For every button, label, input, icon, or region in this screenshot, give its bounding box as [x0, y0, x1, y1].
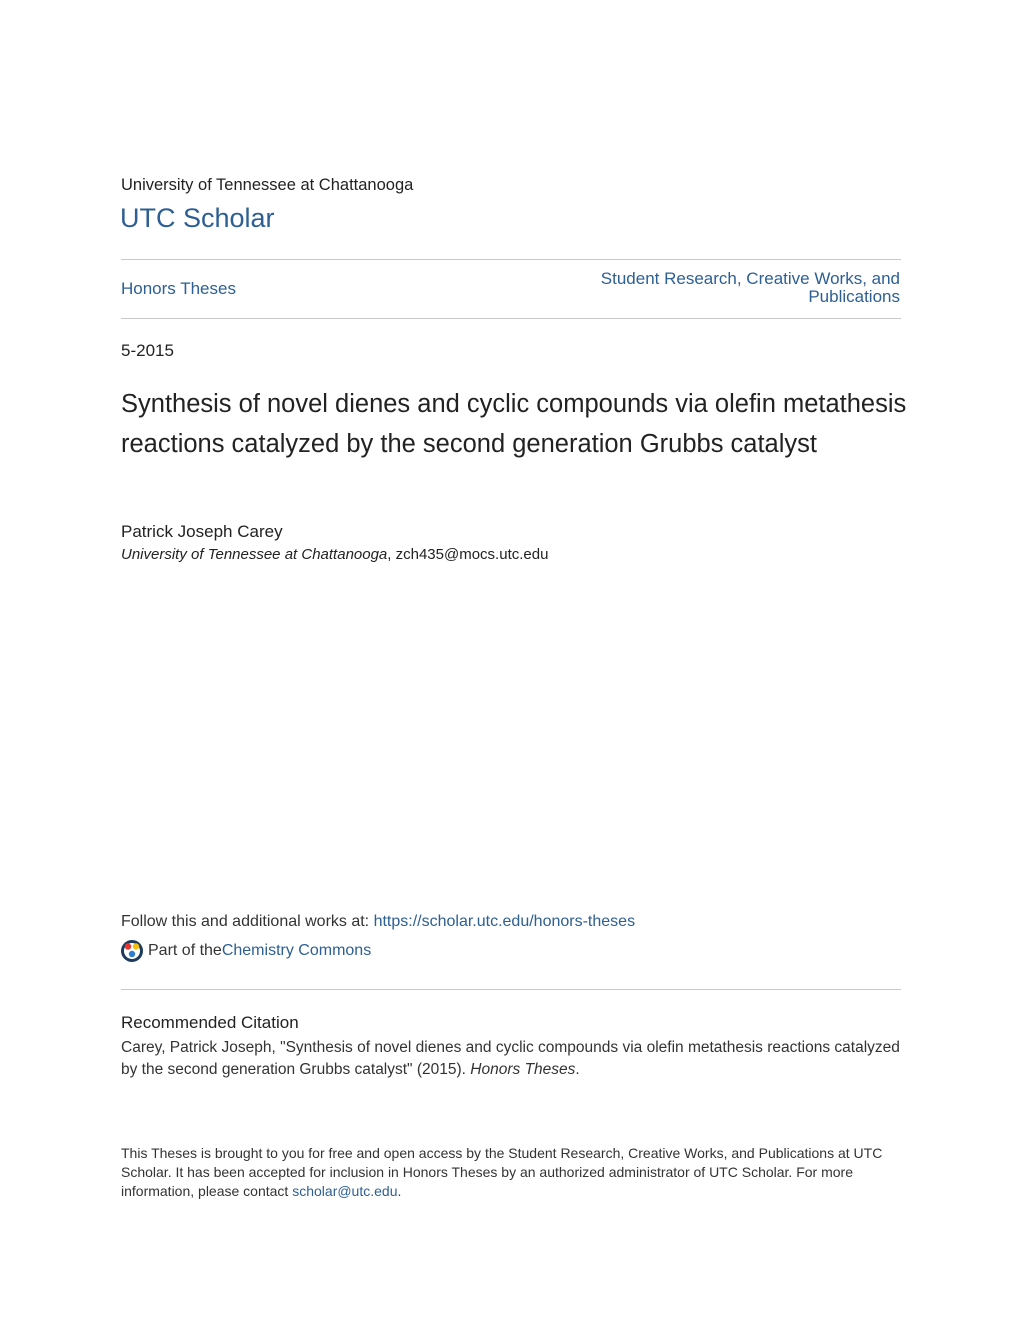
citation-series: Honors Theses: [470, 1061, 576, 1078]
author-affiliation: [121, 546, 548, 563]
series-link[interactable]: Honors Theses: [121, 279, 236, 298]
access-notice-text: This Theses is brought to you for free and open access by the Student Research, Creative Works, and Publications at UTC Scholar. It has been accepted for inclusion in Honors Theses by an authorized administrator of UTC Scholar. For more information, please contact: [121, 1145, 883, 1199]
top-divider: [121, 259, 901, 260]
contact-email-link[interactable]: scholar@utc.edu: [292, 1183, 398, 1199]
parent-collection-line1: Student Research, Creative Works, and: [600, 269, 900, 288]
author-name: Patrick Joseph Carey: [121, 522, 283, 541]
citation-text: [121, 1037, 901, 1081]
author-email: zch435@mocs.utc.edu: [395, 546, 549, 563]
access-notice: [121, 1144, 901, 1201]
parent-collection-line2: Publications: [808, 287, 900, 306]
chemistry-commons-link[interactable]: Chemistry Commons: [221, 942, 372, 959]
follow-label: Follow this and additional works at:: [121, 913, 374, 930]
follow-line: [121, 913, 635, 931]
repository-link[interactable]: UTC Scholar: [120, 203, 275, 233]
citation-end: .: [575, 1061, 580, 1078]
network-logo-icon: [121, 940, 143, 962]
part-of-label: Part of the: [148, 942, 222, 959]
publication-date: 5-2015: [121, 341, 174, 360]
citation-main: Carey, Patrick Joseph, "Synthesis of novel dienes and cyclic compounds via olefin metathesis reactions catalyzed by the second generation Grubbs catalyst" (2015).: [121, 1039, 900, 1078]
citation-divider: [121, 989, 901, 990]
part-of-line: [121, 940, 371, 962]
follow-url-link[interactable]: https://scholar.utc.edu/honors-theses: [373, 913, 636, 930]
parent-collection-link[interactable]: [500, 270, 900, 306]
bottom-divider: [121, 318, 901, 319]
document-title: Synthesis of novel dienes and cyclic compounds via olefin metathesis reactions catalyzed by the second generation Grubbs catalyst: [121, 390, 907, 458]
affiliation-name: University of Tennessee at Chattanooga: [121, 546, 388, 563]
affiliation-separator: ,: [387, 546, 396, 563]
citation-heading: Recommended Citation: [121, 1013, 299, 1032]
access-notice-end: .: [397, 1183, 402, 1199]
institution-name: University of Tennessee at Chattanooga: [121, 176, 414, 194]
